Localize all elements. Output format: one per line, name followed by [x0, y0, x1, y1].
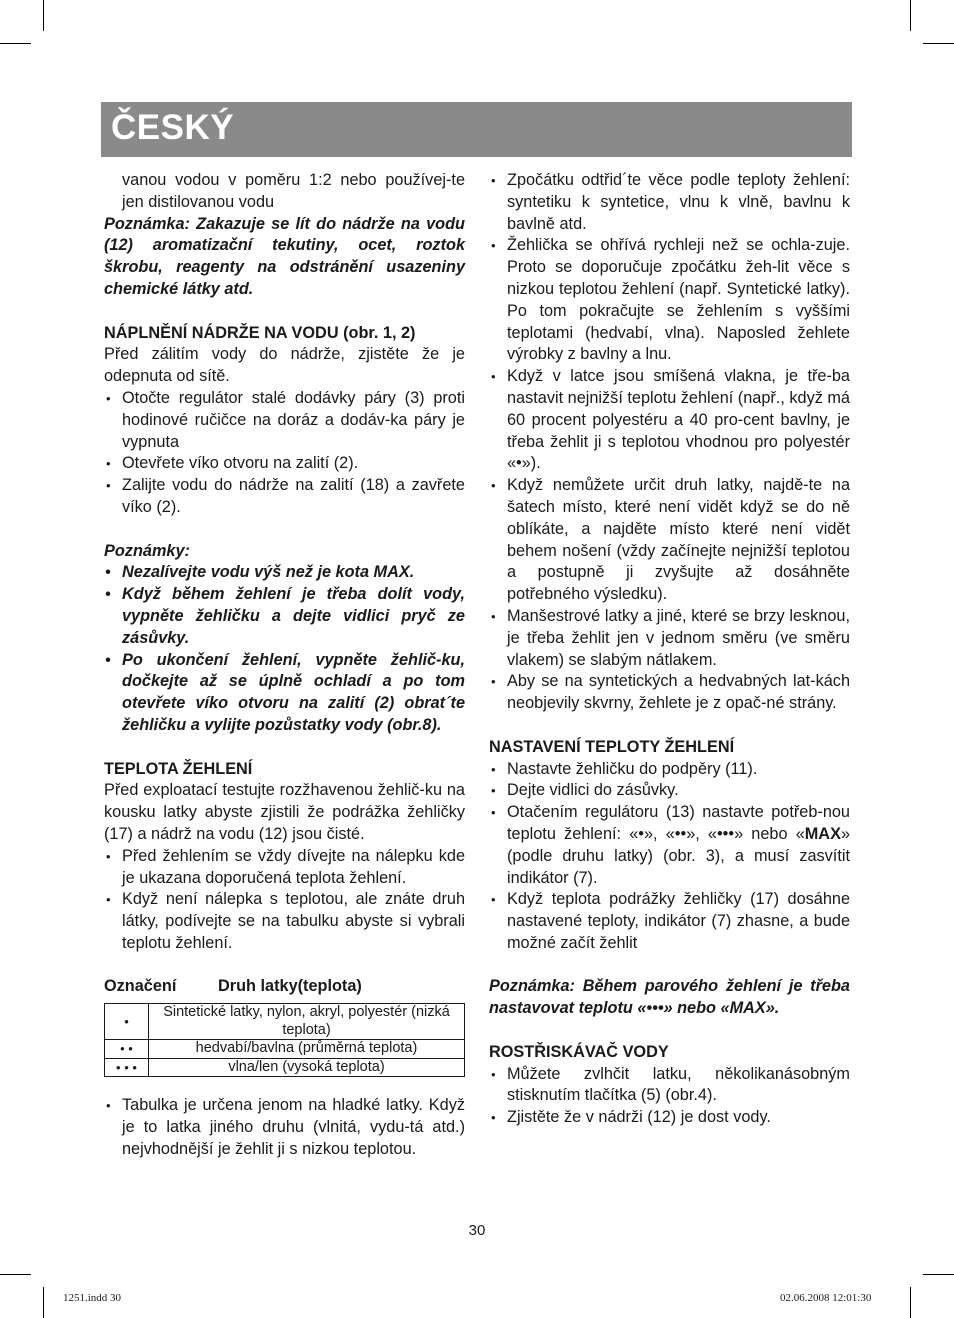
list-item: • Když teplota podrážky žehličky (17) dosáhne nastavené teploty, indikátor (7) zhasne, a bude možné začít žehlit	[489, 889, 850, 954]
notes-list	[104, 562, 465, 736]
table-row	[105, 1040, 465, 1059]
spacer	[489, 715, 850, 737]
spacer	[104, 1077, 465, 1095]
list-item: • Když není nálepka s teplotou, ale znáte druh látky, podívejte se na tabulku abyste si vybrali teplotu žehlení.	[104, 889, 465, 954]
section-heading-ironing-temperature: TEPLOTA ŽEHLENÍ	[104, 759, 253, 778]
fill-tank-text: Před zálitím vody do nádrže, zjistěte že je odepnuta od sítě.	[104, 345, 465, 386]
table-cell-mark: • •	[105, 1040, 149, 1059]
crop-mark	[910, 1287, 911, 1318]
crop-mark	[43, 0, 44, 31]
max-label: MAX	[804, 824, 841, 843]
table-header-fabric: Druh latky(teplota)	[218, 977, 362, 996]
sorting-tips-list	[489, 170, 850, 715]
list-item	[489, 802, 850, 889]
page-number: 30	[468, 1222, 486, 1239]
list-item: • Zpočátku odtřid´te věce podle teploty žehlení: syntetiku k syntetice, vlnu k vlně, bavlnu k bavlně atd.	[489, 170, 850, 235]
list-item: • Dejte vidlici do zásůvky.	[489, 780, 850, 802]
list-item: • Můžete zvlhčit latku, několikanásobným stisknutím tlačítka (5) (obr.4).	[489, 1064, 850, 1108]
right-column	[489, 170, 850, 1129]
crop-mark	[923, 43, 954, 44]
crop-mark	[923, 1274, 954, 1275]
spacer	[489, 1020, 850, 1042]
table-header-marking: Označení	[104, 977, 177, 996]
list-item: • Aby se na syntetických a hedvabných lat-kách neobjevily skvrny, žehlete je z opač-né strány.	[489, 671, 850, 715]
table-cell-mark: •	[105, 1004, 149, 1040]
language-header-bar	[101, 102, 852, 157]
table-cell-fabric: hedvabí/bavlna (průměrná teplota)	[149, 1040, 465, 1059]
list-item: • Před žehlením se vždy dívejte na nálepku kde je ukazana doporučená teplota žehlení.	[104, 846, 465, 890]
ironing-temperature-text: Před exploatací testujte rozžhavenou žehlič-ku na kousku latky abyste zjistili že podrážka žehličky (17) a nádrž na vodu (12) jsou čisté.	[104, 781, 465, 843]
list-item: • Po ukončení žehlení, vypněte žehlič-ku, dočkejte až se úplně ochladí a po tom otevřete víko otvoru na zalití (2) obrat´te žehličku a vylijte pozůstatky vody (obr.8).	[104, 650, 465, 737]
list-item: • Zalijte vodu do nádrže na zalití (18) a zavřete víko (2).	[104, 475, 465, 519]
list-item: • Nastavte žehličku do podpěry (11).	[489, 759, 850, 781]
set-temperature-list	[489, 759, 850, 955]
table-row	[105, 1004, 465, 1040]
table-row	[105, 1058, 465, 1077]
file-slug: 1251.indd 30	[63, 1292, 122, 1304]
datetime-slug: 02.06.2008 12:01:30	[780, 1292, 872, 1304]
spacer	[104, 519, 465, 541]
list-item: • Otevřete víko otvoru na zalití (2).	[104, 453, 465, 475]
spacer	[489, 955, 850, 977]
after-table-list	[104, 1095, 465, 1160]
temperature-table	[104, 1003, 465, 1077]
spacer	[104, 737, 465, 759]
spacer	[104, 301, 465, 323]
crop-mark	[0, 43, 31, 44]
section-heading-set-temperature: NASTAVENÍ TEPLOTY ŽEHLENÍ	[489, 737, 735, 756]
list-item: • Tabulka je určena jenom na hladké latky. Když je to latka jiného druhu (vlnitá, vydu-tá atd.) nejvhodnější je žehlit ji s nizkou teplotou.	[104, 1095, 465, 1160]
table-cell-mark: • • •	[105, 1058, 149, 1077]
list-item: • Když během žehlení je třeba dolít vody, vypněte žehličku a dejte vidlici pryč ze zásůvky.	[104, 584, 465, 649]
list-item: • Zjistěte že v nádrži (12) je dost vody.	[489, 1107, 850, 1129]
list-item: • Když v latce jsou smíšená vlakna, je tře-ba nastavit nejnižší teplotu žehlení (např., když má 60 procent polyestéru a 40 pro-cent bavlny, je třeba žehlit ji s teplotou vhodnou pro polyestér «•»).	[489, 366, 850, 475]
note-forbidden-liquids: Poznámka: Zakazuje se lít do nádrže na vodu (12) aromatizační tekutiny, ocet, roztok škrobu, reagenty na odstránění usazeniny chemické látky atd.	[104, 214, 465, 298]
list-item-text: Otačením regulátoru (13) nastavte potřeb-nou teplotu žehlení: «•», «••», «•••» nebo «	[507, 803, 850, 843]
note-steam-ironing: Poznámka: Během parového žehlení je třeba nastavovat teplotu «•••» nebo «MAX».	[489, 977, 850, 1018]
list-item: • Žehlička se ohřívá rychleji než se ochla-zuje. Proto se doporučuje zpočátku žeh-lit věce s nizkou teplotou žehlení (např. Syntetické latky). Po tom pokračujte se žehlením s vyššími teplotami (hedvabí, vlna). Naposled žehlete výrobky z bavlny a lnu.	[489, 235, 850, 366]
intro-text: vanou vodou v poměru 1:2 nebo používej-te jen distilovanou vodu	[122, 171, 465, 211]
table-cell-fabric: vlna/len (vysoká teplota)	[149, 1058, 465, 1077]
table-cell-fabric: Sintetické latky, nylon, akryl, polyestér (nizká teplota)	[149, 1004, 465, 1040]
crop-mark	[0, 1274, 31, 1275]
list-item: • Manšestrové latky a jiné, které se brzy lesknou, je třeba žehlit jen v jednom směru (ve směru vlakem) se slabým nátlakem.	[489, 606, 850, 671]
table-header	[104, 976, 465, 998]
spacer	[104, 955, 465, 977]
fill-tank-list	[104, 388, 465, 519]
list-item-text: » (podle druhu latky) (obr. 3), a musí zasvítit indikátor (7).	[507, 824, 850, 887]
list-item: • Nezalívejte vodu výš než je kota MAX.	[104, 562, 465, 584]
page-title: ČESKÝ	[111, 108, 235, 147]
left-column	[104, 170, 465, 1161]
list-item: • Otočte regulátor stalé dodávky páry (3) proti hodinové ručičce na doráz a dodáv-ka páry je vypnuta	[104, 388, 465, 453]
crop-mark	[910, 0, 911, 31]
ironing-temperature-list	[104, 846, 465, 955]
section-heading-water-sprayer: ROSTŘISKÁVAČ VODY	[489, 1042, 669, 1061]
water-sprayer-list	[489, 1064, 850, 1129]
notes-heading: Poznámky:	[104, 541, 190, 560]
list-item: • Když nemůžete určit druh latky, najdě-te na šatech místo, které není vidět když se do ně oblíkáte, a najděte místo které není vidět behem nošení (vždy začínejte nejnižší teplotou a postupně ji zvyšujte až dosáhněte potřebného výsledku).	[489, 475, 850, 606]
crop-mark	[43, 1287, 44, 1318]
section-heading-fill-tank: NÁPLNĚNÍ NÁDRŽE NA VODU (obr. 1, 2)	[104, 323, 416, 342]
